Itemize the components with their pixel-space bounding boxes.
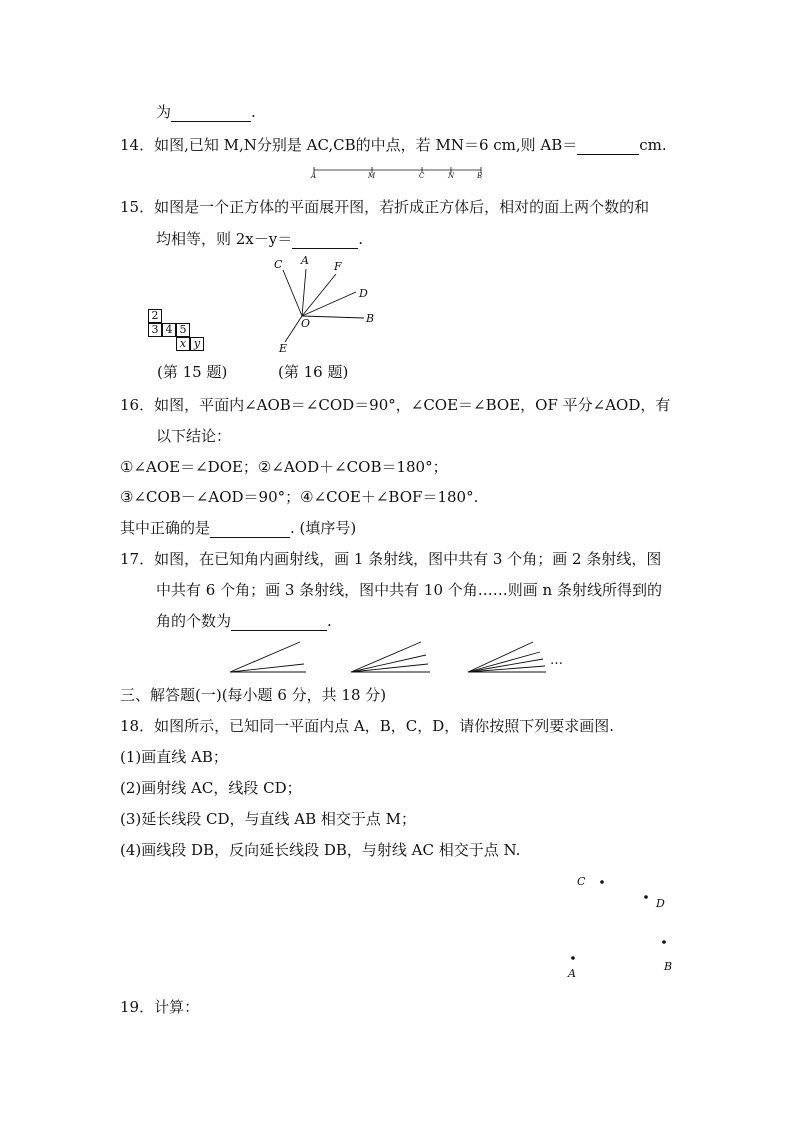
- fig14-label-b: B: [477, 172, 483, 180]
- q13-answer-blank[interactable]: [171, 105, 251, 122]
- fig18-label-c: C: [577, 875, 586, 888]
- fig14-label-n: N: [448, 172, 455, 180]
- fig18-points: [0, 870, 794, 990]
- cube-face-y: y: [190, 337, 204, 351]
- fig16-label-b: B: [366, 312, 375, 325]
- fig16-label-c: C: [274, 258, 283, 271]
- fig17-angle-figures: [0, 638, 794, 678]
- cube-face-x: x: [176, 337, 190, 351]
- fig16-label-f: F: [334, 260, 342, 273]
- fig18-label-a: A: [568, 967, 576, 980]
- fig14-label-m: M: [368, 172, 376, 180]
- fig15-caption: (第 15 题): [157, 363, 228, 381]
- cube-face-5: 5: [176, 323, 190, 337]
- q16-answer-line: 其中正确的是 . (填序号): [120, 519, 357, 537]
- q17-line1: 17．如图，在已知角内画射线，画 1 条射线，图中共有 3 个角；画 2 条射线，图: [120, 550, 662, 568]
- q14-text: 14．如图,已知 M,N分别是 AC,CB的中点，若 MN＝6 cm,则 AB＝ cm.: [120, 136, 667, 154]
- q18-step-4: (4)画线段 DB，反向延长线段 DB，与射线 AC 相交于点 N.: [120, 841, 521, 859]
- fig16-caption: (第 16 题): [278, 363, 349, 381]
- q15-line1: 15．如图是一个正方体的平面展开图，若折成正方体后，相对的面上两个数的和: [120, 198, 650, 216]
- q15-answer-blank[interactable]: [292, 232, 358, 249]
- fig14-label-a: A: [311, 172, 317, 180]
- fig14-label-c: C: [419, 172, 425, 180]
- q16-answer-blank[interactable]: [210, 521, 290, 538]
- q16-line1: 16．如图，平面内∠AOB＝∠COD＝90°，∠COE＝∠BOE，OF 平分∠AOD，有: [120, 396, 671, 414]
- q17-line3: 角的个数为 .: [156, 612, 332, 630]
- fig16-label-d: D: [359, 287, 368, 300]
- q19-line1: 19．计算：: [120, 998, 200, 1016]
- section-3-heading: 三、解答题(一)(每小题 6 分，共 18 分): [120, 686, 387, 704]
- q18-step-1: (1)画直线 AB；: [120, 748, 228, 766]
- fig17-ellipsis: …: [550, 653, 563, 668]
- q18-step-2: (2)画射线 AC，线段 CD；: [120, 779, 302, 797]
- q15-line2: 均相等，则 2x－y＝ .: [156, 230, 364, 248]
- fig18-label-b: B: [664, 960, 673, 973]
- q16-conclusion-2: ③∠COB－∠AOD＝90°；④∠COE＋∠BOF＝180°.: [120, 488, 479, 506]
- fig16-label-e: E: [279, 342, 288, 355]
- cube-face-4: 4: [162, 323, 176, 337]
- fig16-label-o: O: [301, 317, 311, 330]
- q17-line2: 中共有 6 个角；画 3 条射线，图中共有 10 个角……则画 n 条射线所得到的: [156, 581, 662, 599]
- q17-answer-blank[interactable]: [231, 614, 327, 631]
- cube-face-2: 2: [148, 309, 162, 323]
- cube-face-3: 3: [148, 323, 162, 337]
- q16-line2: 以下结论：: [156, 427, 232, 445]
- q13-continuation: 为 .: [156, 103, 256, 121]
- fig16-angle-rays: [0, 250, 794, 370]
- q18-line1: 18．如图所示，已知同一平面内点 A，B，C，D，请你按照下列要求画图.: [120, 717, 614, 735]
- q16-conclusion-1: ①∠AOE＝∠DOE；②∠AOD＋∠COB＝180°；: [120, 458, 448, 476]
- q14-answer-blank[interactable]: [577, 138, 639, 155]
- fig16-label-a: A: [301, 254, 309, 267]
- fig18-label-d: D: [656, 897, 665, 910]
- q18-step-3: (3)延长线段 CD，与直线 AB 相交于点 M；: [120, 810, 417, 828]
- fig14-segment: [0, 160, 794, 180]
